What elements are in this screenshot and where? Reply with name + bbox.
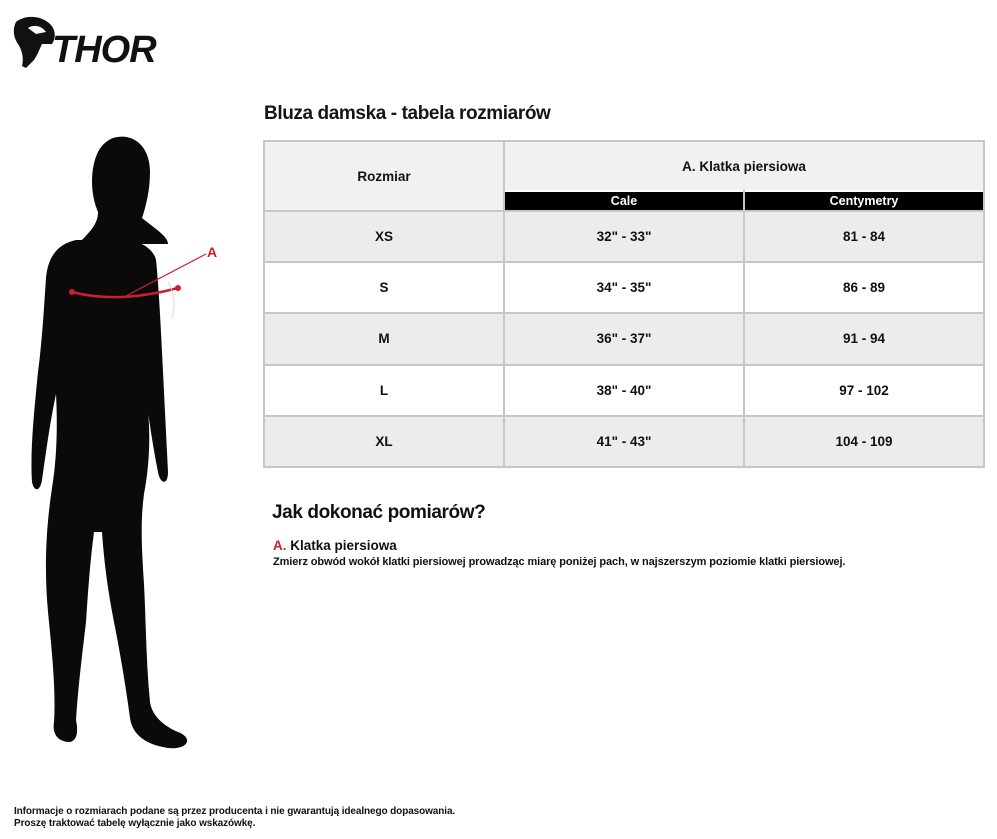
cell-size: S [264, 262, 504, 313]
table-row [264, 262, 984, 313]
table-row [264, 416, 984, 467]
disclaimer-line-2: Proszę traktować tabelę wyłącznie jako wskazówkę. [14, 818, 256, 829]
cell-size: XS [264, 211, 504, 262]
table-row [264, 313, 984, 364]
cell-inches: 36" - 37" [504, 313, 744, 364]
measurement-description: Zmierz obwód wokół klatki piersiowej prowadząc miarę poniżej pach, w najszerszym poziomie klatki piersiowej. [273, 556, 846, 568]
cell-size: XL [264, 416, 504, 467]
cell-cm: 91 - 94 [744, 313, 984, 364]
measurement-label [273, 538, 397, 553]
cell-size: L [264, 365, 504, 416]
cell-inches: 38" - 40" [504, 365, 744, 416]
cell-inches: 34" - 35" [504, 262, 744, 313]
table-row [264, 365, 984, 416]
page-title: Bluza damska - tabela rozmiarów [264, 103, 551, 124]
figure-marker-letter: A [207, 244, 218, 260]
cell-size: M [264, 313, 504, 364]
brand-name: THOR [52, 29, 156, 71]
measurement-letter: A. [273, 538, 287, 553]
disclaimer [14, 806, 455, 830]
cell-inches: 41" - 43" [504, 416, 744, 467]
cell-cm: 86 - 89 [744, 262, 984, 313]
sub-header-inches: Cale [504, 191, 744, 211]
how-to-title: Jak dokonać pomiarów? [272, 502, 486, 523]
cell-inches: 32" - 33" [504, 211, 744, 262]
chest-group-header: A. Klatka piersiowa [504, 141, 984, 191]
cell-cm: 104 - 109 [744, 416, 984, 467]
sub-header-cm: Centymetry [744, 191, 984, 211]
table-row [264, 211, 984, 262]
measurement-name: Klatka piersiowa [290, 538, 397, 553]
size-table [263, 140, 985, 468]
disclaimer-line-1: Informacje o rozmiarach podane są przez producenta i nie gwarantują idealnego dopasowania. [14, 806, 456, 817]
col-size-header: Rozmiar [264, 141, 504, 211]
thor-logo [12, 14, 188, 72]
cell-cm: 81 - 84 [744, 211, 984, 262]
body-silhouette [18, 132, 233, 772]
cell-cm: 97 - 102 [744, 365, 984, 416]
helmet-icon [14, 17, 55, 68]
